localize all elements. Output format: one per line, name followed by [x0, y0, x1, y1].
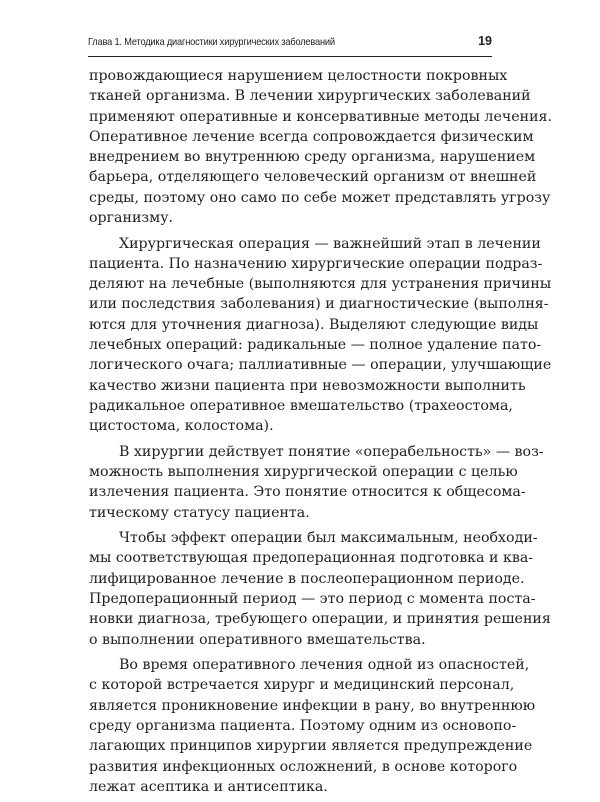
text-line: мы соответствующая предоперационная подготовка и ква-: [89, 550, 534, 567]
text-line: Оперативное лечение всегда сопровождается физическим: [89, 128, 534, 145]
text-line: излечения пациента. Это понятие относится к общесома-: [89, 484, 526, 501]
text-line: внедрением во внутреннюю среду организма, нарушением: [89, 149, 536, 166]
text-line: организму.: [89, 210, 174, 227]
text-line: лагающих принципов хирургии является предупреждение: [89, 738, 533, 755]
paragraph: [89, 442, 544, 523]
text-line: среду организма пациента. Поэтому одним из основопо-: [89, 717, 517, 734]
text-line: можность выполнения хирургической операции с целью: [89, 464, 518, 481]
text-line: барьера, отделяющего человеческий организм от внешней: [89, 169, 537, 186]
text-line: Чтобы эффект операции был максимальным, необходи-: [119, 530, 538, 547]
text-line: радикальное оперативное вмешательство (трахеостома,: [89, 397, 513, 414]
text-line: цистостома, колостома).: [89, 418, 274, 435]
paragraph: [89, 528, 551, 650]
text-line: или последствия заболевания) и диагностические (выполня-: [89, 296, 549, 313]
paragraph: [89, 655, 536, 797]
text-line: лифицированное лечение в послеоперационном периоде.: [89, 570, 525, 587]
text-line: лечебных операций: радикальные — полное удаление пато-: [89, 337, 542, 354]
text-line: является проникновение инфекции в рану, во внутреннюю: [89, 697, 536, 714]
text-line: тическому статусу пациента.: [89, 504, 310, 521]
text-line: Во время оперативного лечения одной из опасностей,: [119, 657, 530, 674]
text-line: применяют оперативные и консервативные методы лечения.: [89, 108, 552, 125]
paragraph: [89, 234, 552, 437]
text-line: качество жизни пациента при невозможности выполнить: [89, 377, 526, 394]
text-line: лежат асептика и антисептика.: [89, 778, 328, 795]
chapter-title: Глава 1. Методика диагностики хирургических заболеваний: [88, 36, 335, 48]
text-line: развития инфекционных осложнений, в основе которого: [89, 758, 518, 775]
text-line: тканей организма. В лечении хирургических заболеваний: [89, 88, 531, 105]
text-line: деляют на лечебные (выполняются для устранения причины: [89, 276, 552, 293]
text-line: логического очага; паллиативные — операции, улучшающие: [89, 357, 552, 374]
text-line: о выполнении оперативного вмешательства.: [89, 631, 426, 648]
text-line: с которой встречается хирург и медицинский персонал,: [89, 677, 515, 694]
paragraph: [89, 66, 552, 228]
running-header: [88, 32, 492, 57]
text-line: новки диагноза, требующего операции, и принятия решения: [89, 611, 551, 628]
page-number: 19: [478, 34, 492, 48]
text-line: среды, поэтому оно само по себе может представлять угрозу: [89, 189, 551, 206]
text-line: провождающиеся нарушением целостности покровных: [89, 68, 508, 84]
text-line: Хирургическая операция — важнейший этап в лечении: [119, 235, 541, 252]
body-text: [89, 66, 552, 802]
text-line: В хирургии действует понятие «операбельность» — воз-: [119, 443, 544, 460]
text-line: Предоперационный период — это период с момента поста-: [89, 590, 536, 607]
text-line: пациента. По назначению хирургические операции подраз-: [89, 255, 543, 272]
text-line: ются для уточнения диагноза). Выделяют следующие виды: [89, 316, 539, 333]
